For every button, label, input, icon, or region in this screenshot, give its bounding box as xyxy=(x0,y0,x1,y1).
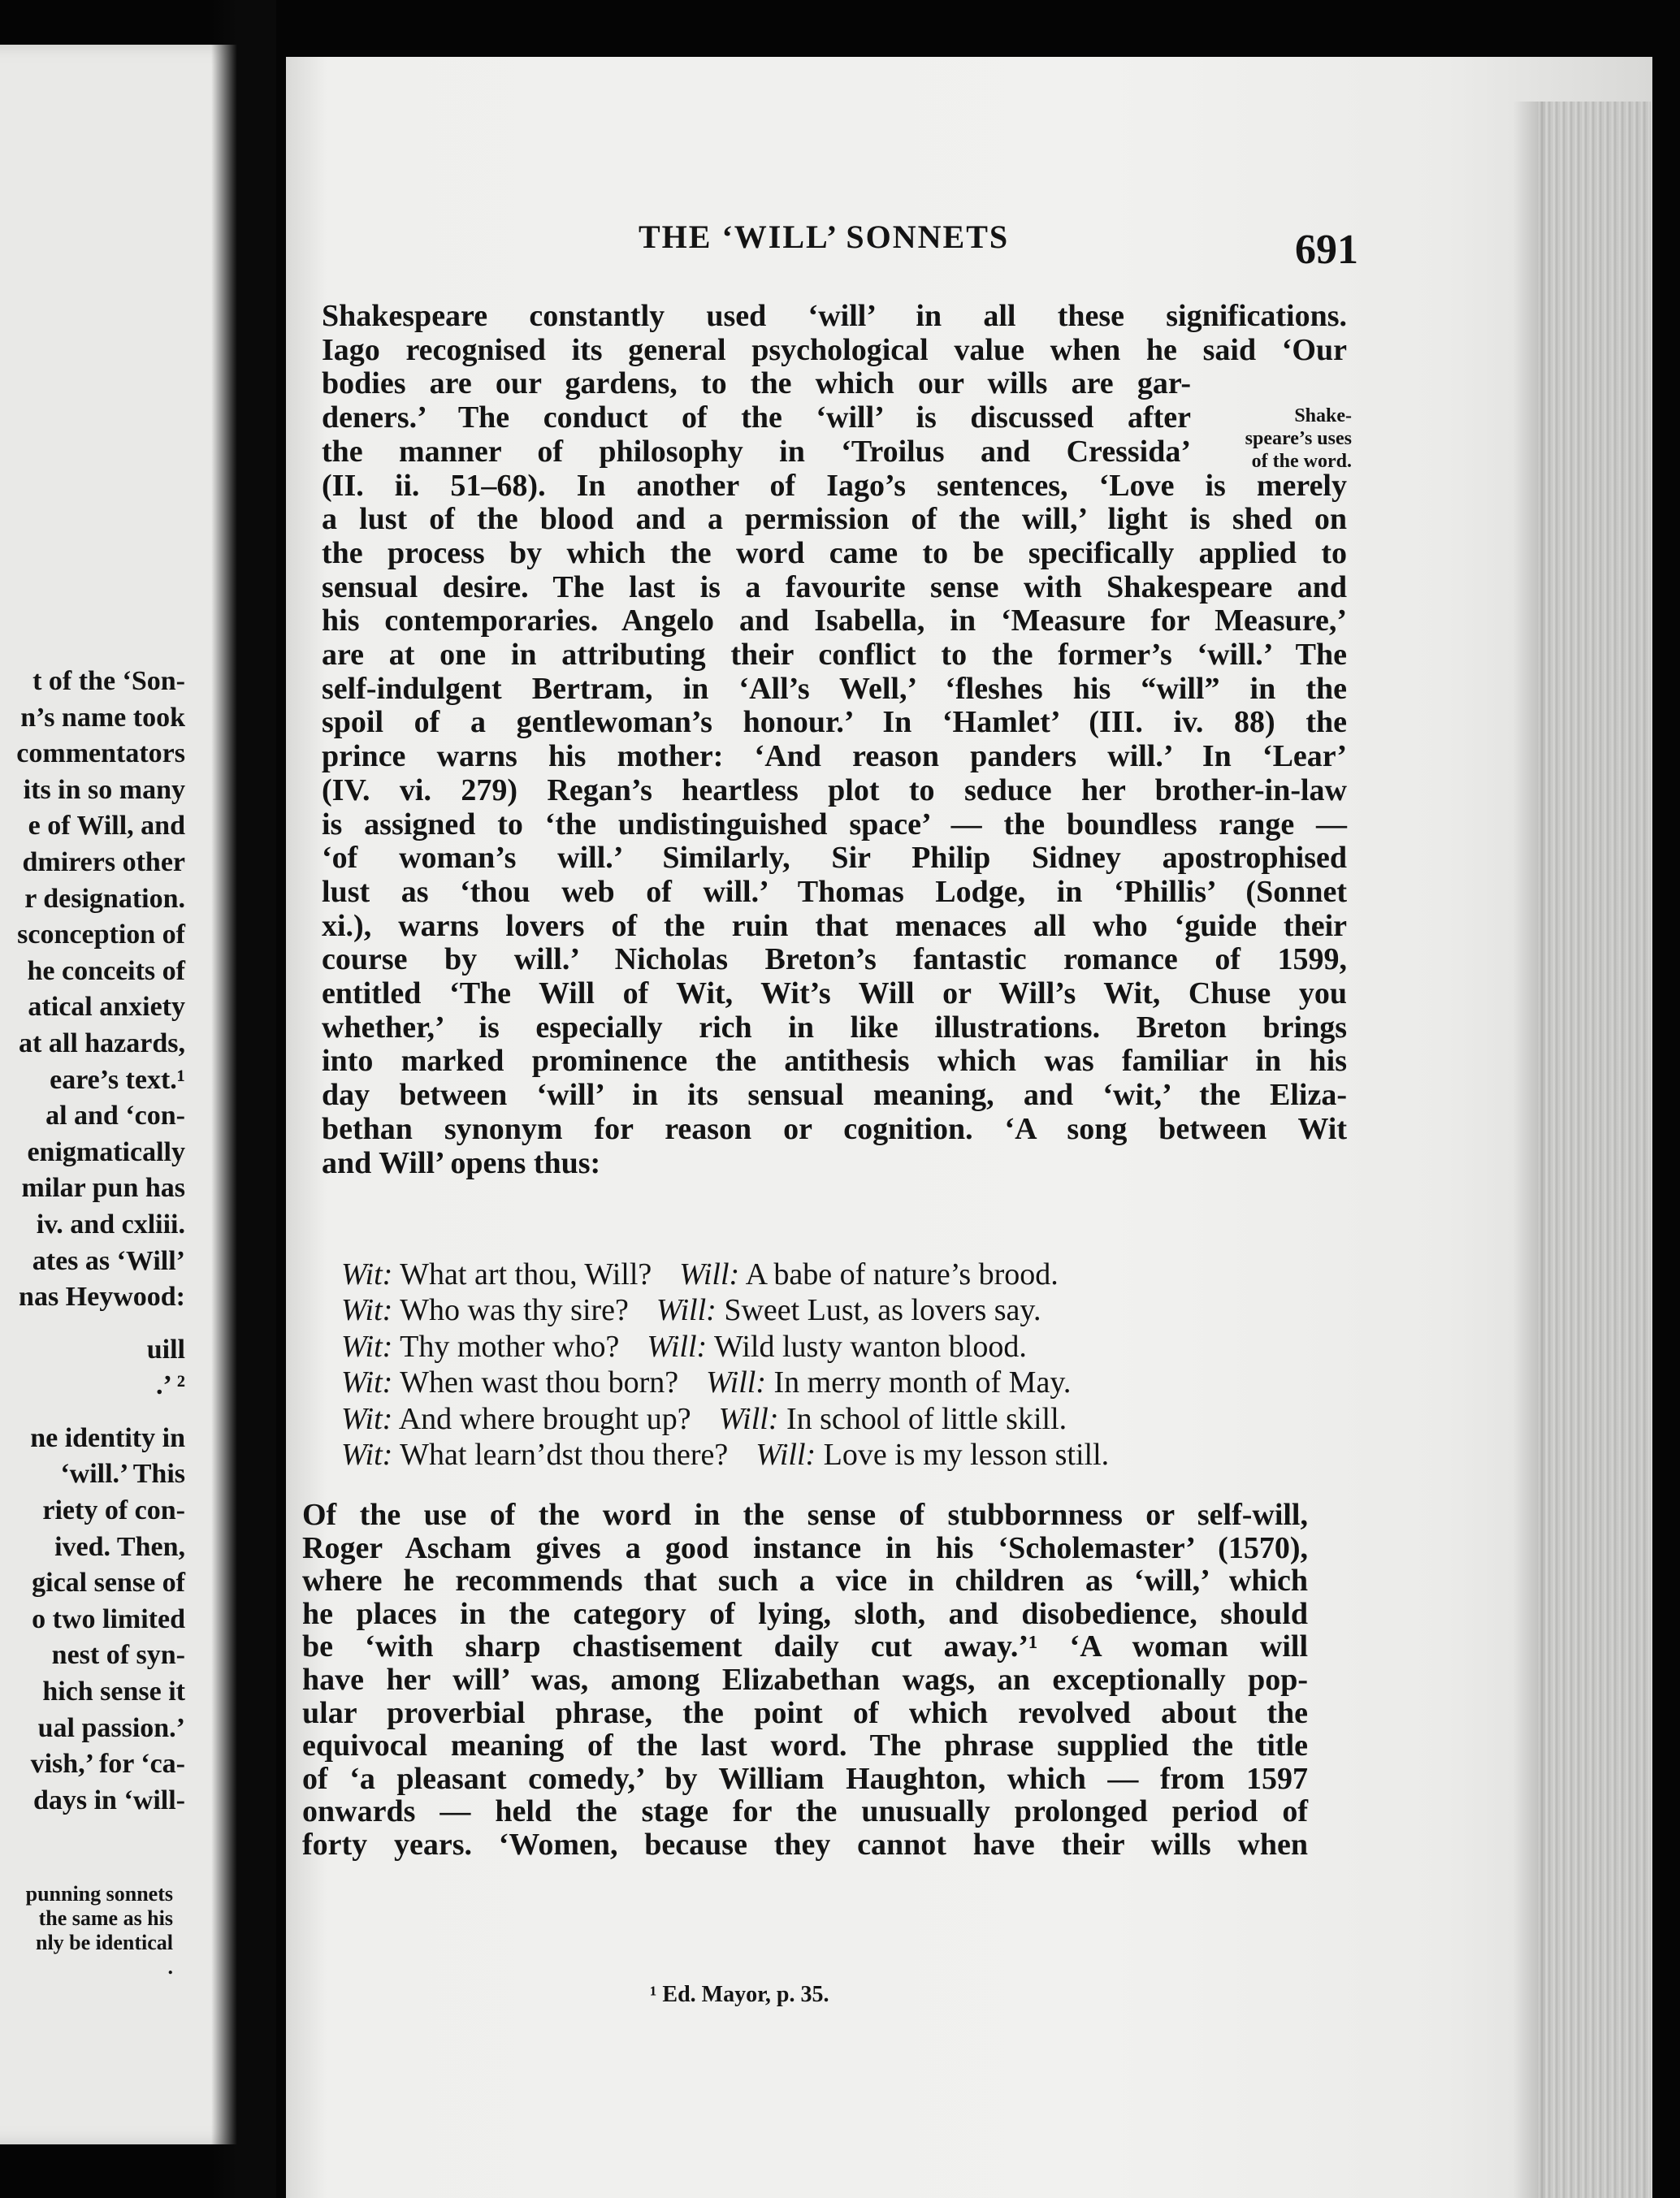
text-line: course by will.’ Nicholas Breton’s fantastic romance of 1599, xyxy=(322,942,1347,977)
left-footnote-line: the same as his xyxy=(38,1906,173,1930)
speaker-wit: Wit: xyxy=(341,1401,393,1436)
left-page-line: eare’s text.¹ xyxy=(50,1064,185,1095)
poem-line xyxy=(341,1365,1332,1400)
running-header: THE ‘WILL’ SONNETS xyxy=(639,219,1010,255)
left-page-line: he conceits of xyxy=(27,955,185,986)
left-page-line: commentators xyxy=(16,738,185,769)
text-line: xi.), warns lovers of the ruin that menaces all who ‘guide their xyxy=(322,908,1347,943)
text-line: he places in the category of lying, sloth, and disobedience, should xyxy=(302,1596,1308,1631)
left-page-line: sconception of xyxy=(17,919,185,950)
speaker-will: Will: xyxy=(647,1329,708,1364)
text-line: a lust of the blood and a permission of the will,’ light is shed on xyxy=(322,502,1347,537)
left-page-line: e of Will, and xyxy=(28,811,185,842)
text-line: forty years. ‘Women, because they cannot have their wills when xyxy=(302,1827,1308,1862)
left-page-line: t of the ‘Son- xyxy=(32,666,185,696)
text-line: ular proverbial phrase, the point of which revolved about the xyxy=(302,1695,1308,1730)
text-line: is assigned to ‘the undistinguished space’ — the boundless range — xyxy=(322,807,1347,842)
text-line: lust as ‘thou web of will.’ Thomas Lodge, in ‘Phillis’ (Sonnet xyxy=(322,874,1347,909)
text-line: of ‘a pleasant comedy,’ by William Haughton, which — from 1597 xyxy=(302,1761,1308,1796)
left-page-line: days in ‘will- xyxy=(32,1785,185,1815)
left-page-line: at all hazards, xyxy=(19,1028,185,1058)
speaker-wit: Wit: xyxy=(341,1293,393,1328)
poem-line xyxy=(341,1437,1332,1473)
text-line: where he recommends that such a vice in children as ‘will,’ which xyxy=(302,1564,1308,1599)
poem-line xyxy=(341,1292,1332,1328)
left-page-line: hich sense it xyxy=(42,1677,185,1707)
book-gutter xyxy=(211,0,276,2198)
poem-answer: Sweet Lust, as lovers say. xyxy=(724,1293,1041,1328)
left-page-line: gical sense of xyxy=(32,1568,185,1599)
speaker-will: Will: xyxy=(756,1438,816,1473)
left-page-line: nest of syn- xyxy=(51,1640,185,1671)
speaker-will: Will: xyxy=(656,1293,717,1328)
left-page-line: atical anxiety xyxy=(28,992,185,1023)
left-page-line: uill xyxy=(146,1334,185,1365)
body-paragraph-1 xyxy=(322,300,1347,1180)
poem-answer: In school of little skill. xyxy=(786,1401,1067,1436)
left-page-line: enigmatically xyxy=(27,1136,185,1167)
text-line: prince warns his mother: ‘And reason panders will.’ In ‘Lear’ xyxy=(322,739,1347,774)
left-page-line: ived. Then, xyxy=(54,1531,185,1562)
speaker-will: Will: xyxy=(706,1365,767,1400)
text-line: equivocal meaning of the last word. The phrase supplied the title xyxy=(302,1729,1308,1763)
margin-note-line: speare’s uses xyxy=(1245,428,1352,449)
left-page-line: ates as ‘Will’ xyxy=(32,1245,185,1276)
speaker-wit: Wit: xyxy=(341,1329,393,1364)
left-page-line: iv. and cxliii. xyxy=(36,1209,185,1240)
left-page-line: n’s name took xyxy=(20,702,185,733)
text-line: the manner of philosophy in ‘Troilus and Cressida’ xyxy=(322,434,1191,469)
text-line: his contemporaries. Angelo and Isabella, in ‘Measure for Measure,’ xyxy=(322,604,1347,638)
text-line: into marked prominence the antithesis which was familiar in his xyxy=(322,1044,1347,1079)
left-page-line: milar pun has xyxy=(21,1173,185,1204)
poem-line xyxy=(341,1329,1332,1365)
text-line: day between ‘will’ in its sensual meaning, and ‘wit,’ the Eliza- xyxy=(322,1078,1347,1113)
margin-note xyxy=(1199,405,1352,473)
text-line: (IV. vi. 279) Regan’s heartless plot to seduce her brother-in-law xyxy=(322,772,1347,807)
left-page-line: r designation. xyxy=(24,883,185,914)
poem-answer: Love is my lesson still. xyxy=(823,1438,1110,1473)
text-line: ‘of woman’s will.’ Similarly, Sir Philip Sidney apostrophised xyxy=(322,841,1347,876)
speaker-will: Will: xyxy=(718,1401,779,1436)
text-line: whether,’ is especially rich in like illustrations. Breton brings xyxy=(322,1010,1347,1045)
poem-question: And where brought up? xyxy=(398,1401,691,1436)
text-line: Of the use of the word in the sense of stubbornness or self-will, xyxy=(302,1498,1308,1532)
text-line: the process by which the word came to be specifically applied to xyxy=(322,535,1347,570)
left-footnote-line: punning sonnets xyxy=(25,1882,173,1906)
poem-question: What art thou, Will? xyxy=(400,1257,652,1292)
speaker-wit: Wit: xyxy=(341,1365,393,1400)
left-page-line: al and ‘con- xyxy=(45,1101,185,1131)
text-line: self-indulgent Bertram, in ‘All’s Well,’ ‘fleshes his “will” in the xyxy=(322,671,1347,706)
left-page-line: riety of con- xyxy=(42,1495,185,1526)
text-line: bodies are our gardens, to the which our wills are gar- xyxy=(322,366,1191,401)
margin-note-line: of the word. xyxy=(1251,451,1352,472)
text-line: bethan synonym for reason or cognition. ‘A song between Wit xyxy=(322,1111,1347,1146)
left-footnote-line: . xyxy=(167,1955,173,1979)
text-line: spoil of a gentlewoman’s honour.’ In ‘Hamlet’ (III. iv. 88) the xyxy=(322,705,1347,740)
left-page-line: dmirers other xyxy=(22,846,185,877)
page-number: 691 xyxy=(1295,227,1358,273)
poem-answer: A babe of nature’s brood. xyxy=(745,1257,1059,1292)
left-page-text xyxy=(0,664,185,1819)
page-block-edge xyxy=(1537,102,1651,2198)
left-page-line: ne identity in xyxy=(30,1422,185,1453)
body-paragraph-2 xyxy=(302,1499,1308,1862)
left-page-footnotes xyxy=(0,1882,173,1979)
poem-answer: Wild lusty wanton blood. xyxy=(714,1329,1027,1364)
text-line: Shakespeare constantly used ‘will’ in all these significations. xyxy=(322,299,1347,333)
speaker-wit: Wit: xyxy=(341,1257,393,1292)
text-line: have her will’ was, among Elizabethan wags, an exceptionally pop- xyxy=(302,1662,1308,1697)
left-page-line: vish,’ for ‘ca- xyxy=(30,1749,185,1780)
poem-question: When wast thou born? xyxy=(400,1365,679,1400)
text-line: Roger Ascham gives a good instance in his ‘Scholemaster’ (1570), xyxy=(302,1530,1308,1565)
poem-question: Who was thy sire? xyxy=(400,1293,629,1328)
left-page-line: ‘will.’ This xyxy=(60,1459,185,1490)
poem-question: What learn’dst thou there? xyxy=(400,1438,729,1473)
text-line: sensual desire. The last is a favourite sense with Shakespeare and xyxy=(322,569,1347,604)
left-page-line: its in so many xyxy=(23,774,185,805)
poem-question: Thy mother who? xyxy=(400,1329,620,1364)
text-line: entitled ‘The Will of Wit, Wit’s Will or Will’s Wit, Chuse you xyxy=(322,976,1347,1011)
margin-note-line: Shake- xyxy=(1294,405,1352,426)
poem-line xyxy=(341,1257,1332,1292)
text-line: (II. ii. 51–68). In another of Iago’s sentences, ‘Love is merely xyxy=(322,468,1347,503)
left-page-line xyxy=(0,1404,185,1421)
left-page-line: .’ ² xyxy=(156,1370,185,1401)
poem-answer: In merry month of May. xyxy=(773,1365,1072,1400)
left-page-line xyxy=(0,1316,185,1332)
speaker-wit: Wit: xyxy=(341,1438,393,1473)
text-line: deners.’ The conduct of the ‘will’ is discussed after xyxy=(322,400,1191,435)
text-line: be ‘with sharp chastisement daily cut away.’¹ ‘A woman will xyxy=(302,1629,1308,1664)
text-line: and Will’ opens thus: xyxy=(322,1145,601,1180)
left-page-line: o two limited xyxy=(32,1603,185,1634)
poem-line xyxy=(341,1401,1332,1437)
left-page-line: nas Heywood: xyxy=(19,1282,185,1313)
left-footnote-line: nly be identical xyxy=(35,1931,173,1954)
speaker-will: Will: xyxy=(679,1257,740,1292)
poem-wit-and-will xyxy=(341,1257,1332,1473)
text-line: are at one in attributing their conflict to the former’s ‘will.’ The xyxy=(322,638,1347,673)
footnote: ¹ Ed. Mayor, p. 35. xyxy=(650,1982,829,2007)
text-line: Iago recognised its general psychological value when he said ‘Our xyxy=(322,332,1347,367)
left-page-line: ual passion.’ xyxy=(37,1712,185,1743)
text-line: onwards — held the stage for the unusually prolonged period of xyxy=(302,1794,1308,1829)
